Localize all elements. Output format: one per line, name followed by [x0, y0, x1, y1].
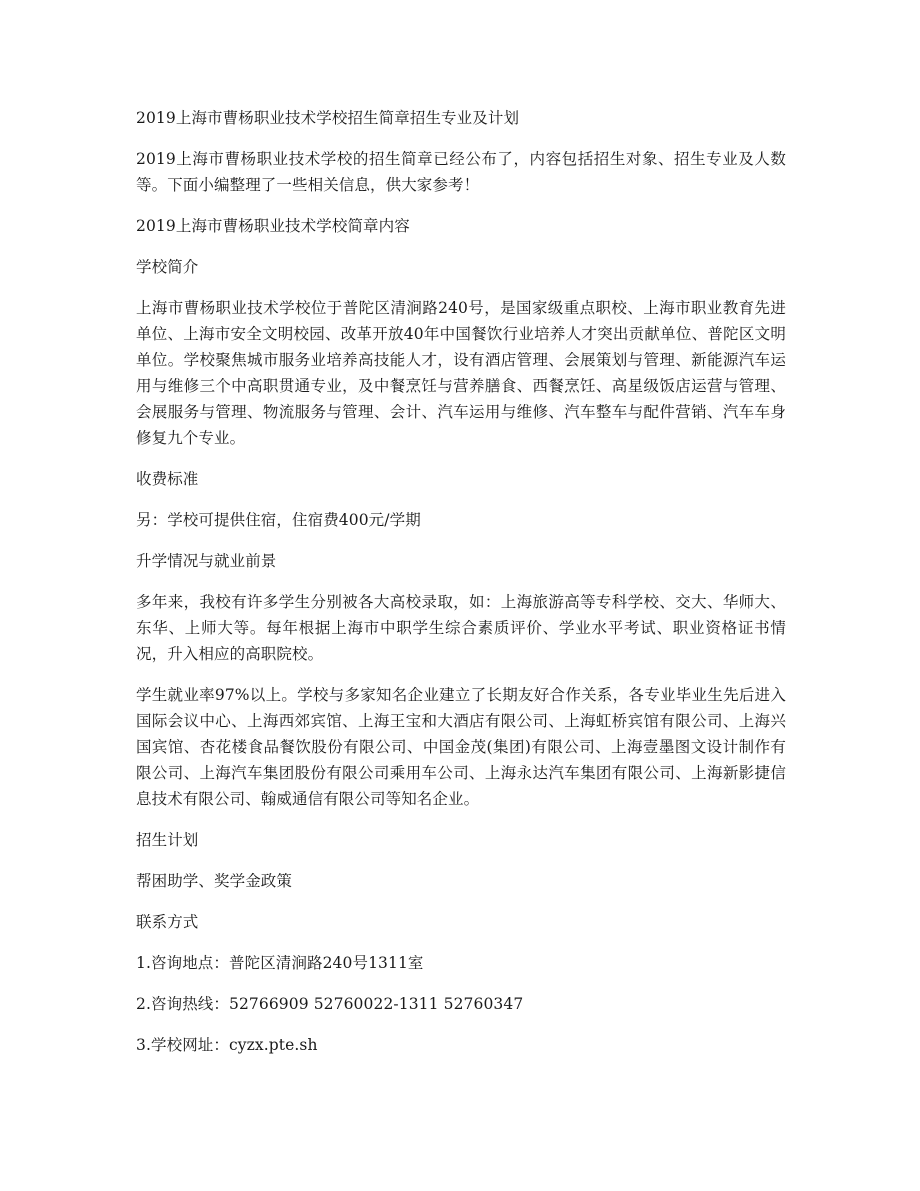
prospects-paragraph-admission: 多年来，我校有许多学生分别被各大高校录取，如：上海旅游高等专科学校、交大、华师大、东华、上师大等。每年根据上海市中职学生综合素质评价、学业水平考试、职业资格证书情况，升入相应的高职院校。	[136, 593, 786, 663]
content-subtitle: 2019上海市曹杨职业技术学校简章内容	[136, 217, 410, 235]
financial-aid-heading: 帮困助学、奖学金政策	[136, 872, 293, 890]
document-page	[136, 105, 786, 1073]
enrollment-plan-heading: 招生计划	[136, 831, 199, 849]
contact-address: 1.咨询地点：普陀区清涧路240号1311室	[136, 954, 424, 972]
prospects-heading: 升学情况与就业前景	[136, 552, 277, 570]
school-intro-heading: 学校简介	[136, 258, 199, 276]
school-intro-paragraph: 上海市曹杨职业技术学校位于普陀区清涧路240号，是国家级重点职校、上海市职业教育先进单位、上海市安全文明校园、改革开放40年中国餐饮行业培养人才突出贡献单位、普陀区文明单位。学校聚焦城市服务业培养高技能人才，设有酒店管理、会展策划与管理、新能源汽车运用与维修三个中高职贯通专业，及中餐烹饪与营养膳食、西餐烹饪、高星级饭店运营与管理、会展服务与管理、物流服务与管理、会计、汽车运用与维修、汽车整车与配件营销、汽车车身修复九个专业。	[136, 299, 786, 447]
contact-phone: 2.咨询热线：52766909 52760022-1311 52760347	[136, 995, 524, 1013]
intro-paragraph: 2019上海市曹杨职业技术学校的招生简章已经公布了，内容包括招生对象、招生专业及人数等。下面小编整理了一些相关信息，供大家参考！	[136, 150, 786, 194]
contact-website: 3.学校网址：cyzx.pte.sh	[136, 1036, 318, 1054]
document-title: 2019上海市曹杨职业技术学校招生简章招生专业及计划	[136, 109, 520, 127]
prospects-paragraph-employment: 学生就业率97%以上。学校与多家知名企业建立了长期友好合作关系，各专业毕业生先后进入国际会议中心、上海西郊宾馆、上海王宝和大酒店有限公司、上海虹桥宾馆有限公司、上海兴国宾馆、杏花楼食品餐饮股份有限公司、中国金茂(集团)有限公司、上海壹墨图文设计制作有限公司、上海汽车集团股份有限公司乘用车公司、上海永达汽车集团有限公司、上海新影捷信息技术有限公司、翰威通信有限公司等知名企业。	[136, 686, 786, 808]
fees-heading: 收费标准	[136, 470, 199, 488]
fees-paragraph: 另：学校可提供住宿，住宿费400元/学期	[136, 511, 421, 529]
contact-heading: 联系方式	[136, 913, 199, 931]
